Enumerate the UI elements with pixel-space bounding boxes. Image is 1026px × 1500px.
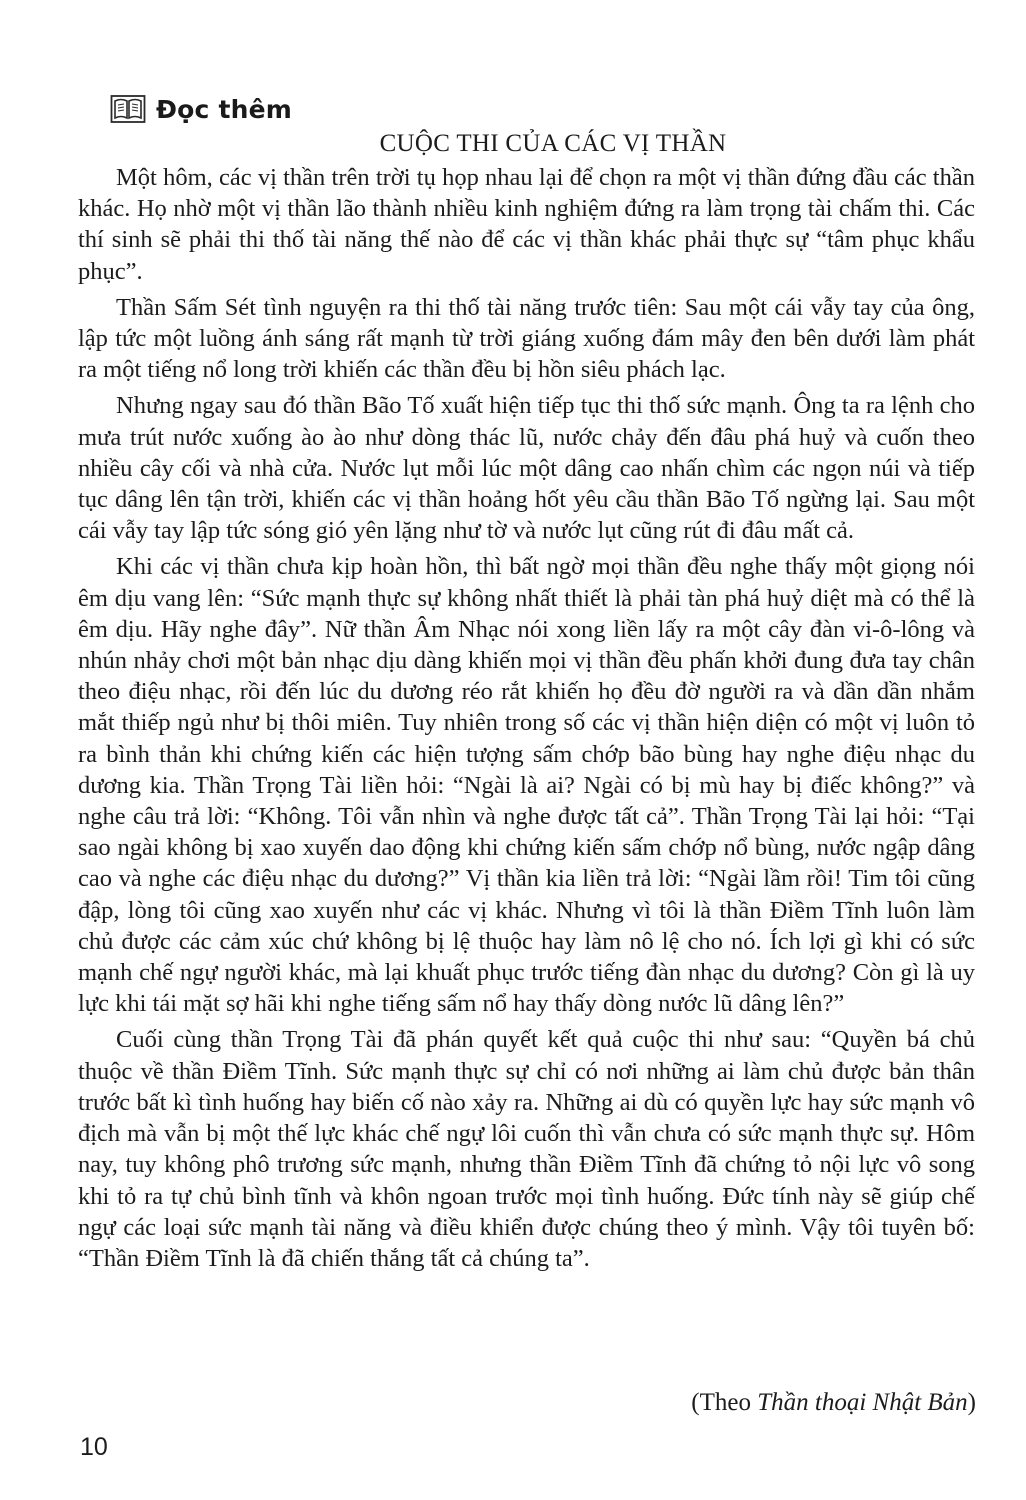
paragraph: Một hôm, các vị thần trên trời tụ họp nhau lại để chọn ra một vị thần đứng đầu các thần khác. Họ nhờ một vị thần lão thành nhiều kinh nghiệm đứng ra làm trọng tài chấm thi. Các thí sinh sẽ phải thi thố tài năng thế nào để các vị thần khác phải thực sự “tâm phục khẩu phục”.: [78, 164, 975, 285]
paragraph: Khi các vị thần chưa kịp hoàn hồn, thì bất ngờ mọi thần đều nghe thấy một giọng nói êm dịu vang lên: “Sức mạnh thực sự không nhất thiết là phải tàn phá huỷ diệt mà có thể là êm dịu. Hãy nghe đây”. Nữ thần Âm Nhạc nói xong liền lấy ra một cây đàn vi-ô-lông và nhún nhảy chơi một bản nhạc dịu dàng khiến mọi vị thần đều phấn khởi đung đưa tay chân theo điệu nhạc, rồi đến lúc du dương réo rắt khiến họ đều đờ người ra và dần dần nhắm mắt thiếp ngủ như bị thôi miên. Tuy nhiên trong số các vị thần hiện diện có một vị luôn tỏ ra bình thản khi chứng kiến các hiện tượng sấm chớp bão bùng hay nghe điệu nhạc du dương kia. Thần Trọng Tài liền hỏi: “Ngài là ai? Ngài có bị mù hay bị điếc không?” và nghe câu trả lời: “Không. Tôi vẫn nhìn và nghe được tất cả”. Thần Trọng Tài lại hỏi: “Tại sao ngài không bị xao xuyến dao động khi chứng kiến sấm chớp nổ bùng, nước ngập dâng cao và nghe các điệu nhạc du dương?” Vị thần kia liền trả lời: “Ngài lầm rồi! Tim tôi cũng đập, lòng tôi cũng xao xuyến như các vị khác. Nhưng vì tôi là thần Điềm Tĩnh luôn làm chủ được các cảm xúc chứ không bị lệ thuộc hay làm nô lệ cho nó. Ích lợi gì khi có sức mạnh chế ngự người khác, mà lại khuất phục trước tiếng đàn nhạc du dương? Còn gì là uy lực khi tái mặt sợ hãi khi nghe tiếng sấm nổ hay thấy dòng nước lũ dâng lên?”: [78, 553, 975, 1018]
source-citation: [691, 1389, 976, 1417]
open-book-icon: [110, 94, 146, 124]
source-prefix: (Theo: [691, 1389, 758, 1416]
source-suffix: ): [967, 1389, 976, 1416]
page-number: 10: [80, 1433, 108, 1461]
source-work: Thần thoại Nhật Bản: [757, 1389, 968, 1416]
story-body: [78, 162, 975, 1279]
story-title: CUỘC THI CỦA CÁC VỊ THẦN: [379, 130, 727, 157]
paragraph: Nhưng ngay sau đó thần Bão Tố xuất hiện tiếp tục thi thố sức mạnh. Ông ta ra lệnh cho mưa trút nước xuống ào ào như dòng thác lũ, nước chảy đến đâu phá huỷ và cuốn theo nhiều cây cối và nhà cửa. Nước lụt mỗi lúc một dâng cao nhấn chìm các ngọn núi và tiếp tục dâng lên tận trời, khiến các vị thần hoảng hốt yêu cầu thần Bão Tố ngừng lại. Sau một cái vẫy tay lập tức sóng gió yên lặng như tờ và nước lụt cũng rút đi đâu mất cả.: [78, 392, 975, 545]
section-title: Đọc thêm: [156, 94, 292, 124]
paragraph: Thần Sấm Sét tình nguyện ra thi thố tài năng trước tiên: Sau một cái vẫy tay của ông, lập tức một luồng ánh sáng rất mạnh từ trời giáng xuống đám mây đen bên dưới làm phát ra một tiếng nổ long trời khiến các thần đều bị hồn siêu phách lạc.: [78, 293, 975, 384]
paragraph: Cuối cùng thần Trọng Tài đã phán quyết kết quả cuộc thi như sau: “Quyền bá chủ thuộc về thần Điềm Tĩnh. Sức mạnh thực sự chỉ có nơi những ai làm chủ được bản thân trước bất kì tình huống hay biến cố nào xảy ra. Những ai dù có quyền lực hay sức mạnh vô địch mà vẫn bị một thế lực khác chế ngự lôi cuốn thì vẫn chưa có sức mạnh thực sự. Hôm nay, tuy không phô trương sức mạnh, nhưng thần Điềm Tĩnh đã chứng tỏ nội lực vô song khi tỏ ra tự chủ bình tĩnh và khôn ngoan trước mọi tình huống. Đức tính này sẽ giúp chế ngự các loại sức mạnh tài năng và điều khiển được chúng theo ý mình. Vậy tôi tuyên bố: “Thần Điềm Tĩnh là đã chiến thắng tất cả chúng ta”.: [78, 1026, 975, 1272]
section-header: [110, 94, 292, 124]
